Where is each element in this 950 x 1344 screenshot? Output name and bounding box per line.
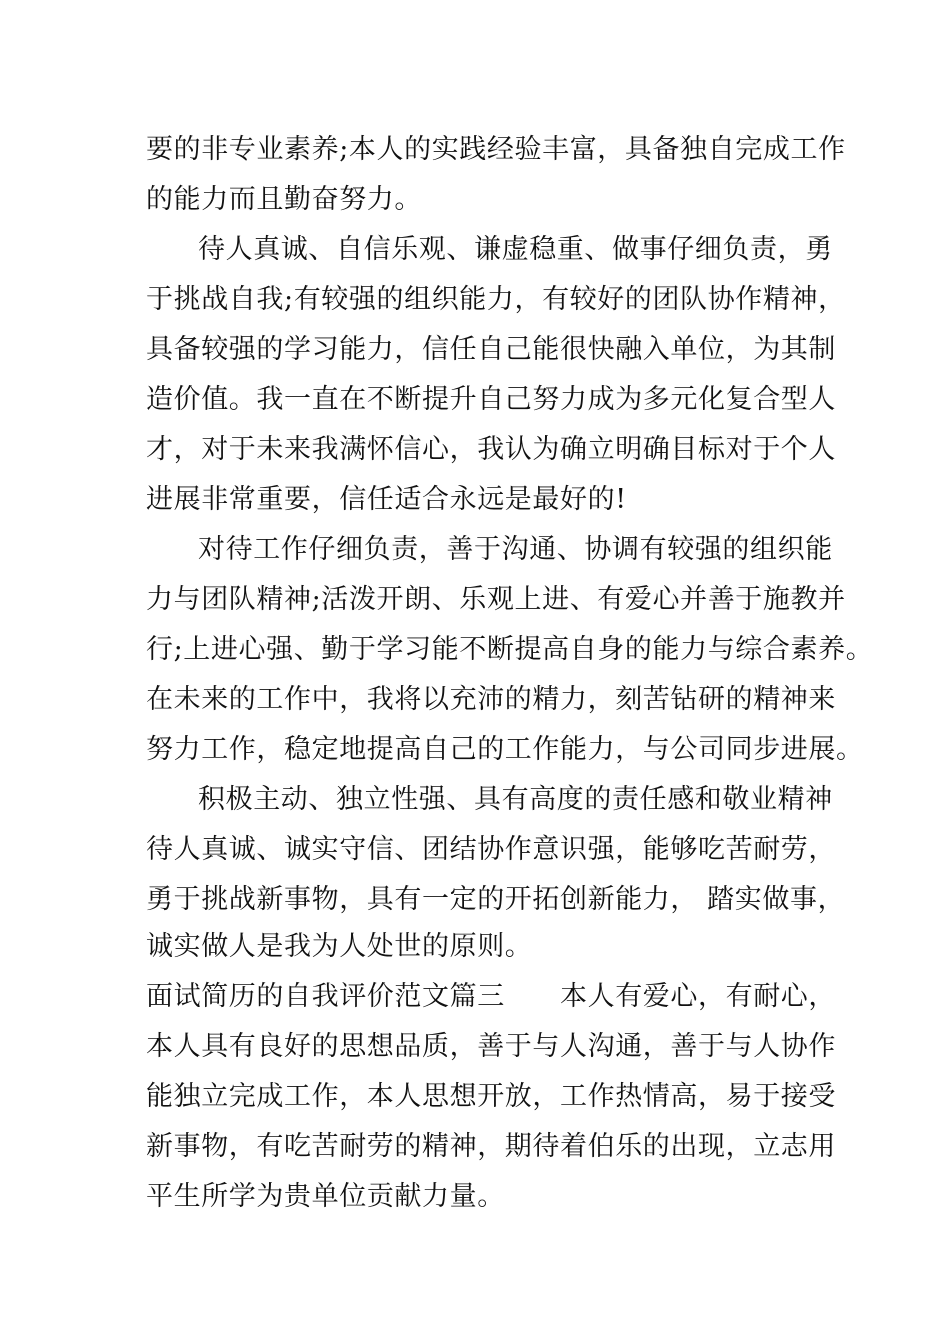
paragraph-first-line: 待人真诚、自信乐观、谦虚稳重、做事仔细负责，勇 — [198, 234, 833, 265]
text-line: 力与团队精神;活泼开朗、乐观上进、有爱心并善于施教并 — [146, 584, 846, 615]
text-line: 在未来的工作中，我将以充沛的精力，刻苦钻研的精神来 — [146, 684, 836, 715]
text-line: 能独立完成工作，本人思想开放，工作热情高，易于接受 — [146, 1081, 836, 1112]
text-line: 待人真诚、诚实守信、团结协作意识强，能够吃苦耐劳， — [146, 834, 836, 865]
text-line: 平生所学为贵单位贡献力量。 — [146, 1181, 505, 1212]
text-line: 行;上进心强、勤于学习能不断提高自身的能力与综合素养。 — [146, 634, 874, 665]
text-line: 要的非专业素养;本人的实践经验丰富，具备独自完成工作 — [146, 134, 846, 165]
text-line: 努力工作，稳定地提高自己的工作能力，与公司同步进展。 — [146, 734, 864, 765]
text-line: 勇于挑战新事物，具有一定的开拓创新能力， 踏实做事， — [146, 884, 846, 915]
paragraph-first-line: 积极主动、独立性强、具有高度的责任感和敬业精神 — [198, 784, 833, 815]
text-line: 的能力而且勤奋努力。 — [146, 184, 422, 215]
section-heading-line: 面试简历的自我评价范文篇三 本人有爱心，有耐心， — [146, 981, 836, 1012]
paragraph-first-line: 对待工作仔细负责，善于沟通、协调有较强的组织能 — [198, 534, 833, 565]
text-line: 新事物，有吃苦耐劳的精神，期待着伯乐的出现，立志用 — [146, 1131, 836, 1162]
text-line: 具备较强的学习能力，信任自己能很快融入单位，为其制 — [146, 334, 836, 365]
text-line: 进展非常重要，信任适合永远是最好的! — [146, 484, 627, 515]
text-line: 于挑战自我;有较强的组织能力，有较好的团队协作精神， — [146, 284, 846, 315]
text-line: 才，对于未来我满怀信心，我认为确立明确目标对于个人 — [146, 434, 836, 465]
text-line: 本人具有良好的思想品质，善于与人沟通，善于与人协作 — [146, 1031, 836, 1062]
text-line: 诚实做人是我为人处世的原则。 — [146, 931, 533, 962]
text-line: 造价值。我一直在不断提升自己努力成为多元化复合型人 — [146, 384, 836, 415]
